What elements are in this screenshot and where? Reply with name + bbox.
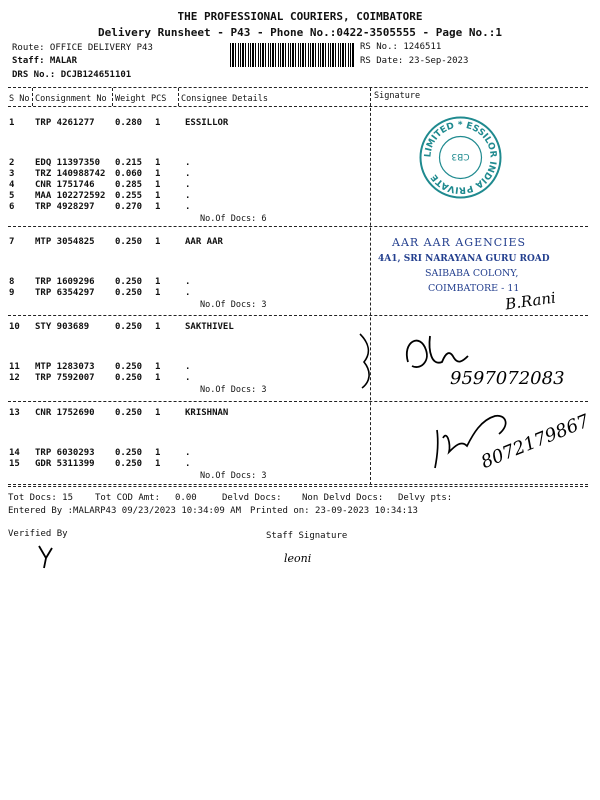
row-consignment: STY 903689 [35, 322, 90, 332]
row-consignee: ESSILLOR [185, 118, 229, 128]
row-sno: 2 [9, 158, 15, 168]
aar-stamp-line1: AAR AAR AGENCIES [392, 236, 527, 249]
row-consignment: TRP 1609296 [35, 277, 95, 287]
total-cod-value: 0.00 [175, 493, 197, 503]
row-weight: 0.250 [115, 373, 143, 383]
row-consignment: TRP 7592007 [35, 373, 95, 383]
company-name: THE PROFESSIONAL COURIERS, COIMBATORE [177, 10, 423, 23]
footer-rule [8, 486, 588, 487]
row-weight: 0.250 [115, 288, 143, 298]
row-consignment: CNR 1752690 [35, 408, 95, 418]
row-consignee: . [185, 459, 191, 469]
essilor-seal-icon [418, 115, 503, 200]
row-sno: 9 [9, 288, 15, 298]
row-consignment: TRP 6354297 [35, 288, 95, 298]
row-consignment: EDQ 11397350 [35, 158, 101, 168]
row-consignment: TRP 4261277 [35, 118, 95, 128]
row-consignee: AAR AAR [185, 237, 223, 247]
delivered-docs: Delvd Docs: [222, 493, 282, 503]
row-consignee: . [185, 169, 191, 179]
group-doc-count: No.Of Docs: 3 [200, 471, 267, 481]
phone-number-1: 9597072083 [450, 368, 565, 389]
row-consignee: SAKTHIVEL [185, 322, 234, 332]
row-consignee: . [185, 448, 191, 458]
verified-by: Verified By [8, 529, 68, 539]
row-weight: 0.250 [115, 277, 143, 287]
row-weight: 0.250 [115, 448, 143, 458]
row-pcs: 1 [155, 277, 161, 287]
svg-text:LIMITED * ESSILOR INDIA PRIVAT: LIMITED * ESSILOR INDIA PRIVATE [423, 120, 498, 195]
total-docs: Tot Docs: 15 [8, 493, 74, 503]
row-pcs: 1 [155, 373, 161, 383]
group-separator [8, 226, 588, 227]
staff-signature: leoni [284, 552, 312, 565]
col-divider [32, 88, 33, 106]
row-weight: 0.060 [115, 169, 143, 179]
col-divider [112, 88, 113, 106]
row-pcs: 1 [155, 180, 161, 190]
row-weight: 0.285 [115, 180, 143, 190]
row-consignment: MAA 102272592 [35, 191, 106, 201]
entered-by: Entered By :MALARP43 09/23/2023 10:34:09 AM [8, 506, 241, 516]
group-separator [8, 484, 588, 485]
row-weight: 0.250 [115, 459, 143, 469]
row-pcs: 1 [155, 169, 161, 179]
staff-label: Staff: MALAR [12, 56, 78, 66]
row-pcs: 1 [155, 322, 161, 332]
row-consignment: MTP 3054825 [35, 237, 95, 247]
col-consignment: Consignment No [35, 94, 107, 104]
row-consignee: . [185, 373, 191, 383]
route-label: Route: OFFICE DELIVERY P43 [12, 43, 153, 53]
row-consignment: CNR 1751746 [35, 180, 95, 190]
row-weight: 0.250 [115, 322, 143, 332]
row-consignee: . [185, 288, 191, 298]
row-pcs: 1 [155, 362, 161, 372]
row-sno: 4 [9, 180, 15, 190]
row-weight: 0.270 [115, 202, 143, 212]
group-doc-count: No.Of Docs: 3 [200, 385, 267, 395]
row-sno: 5 [9, 191, 15, 201]
drs-number: DRS No.: DCJB124651101 [12, 70, 132, 80]
row-pcs: 1 [155, 237, 161, 247]
row-pcs: 1 [155, 408, 161, 418]
row-sno: 14 [9, 448, 20, 458]
row-pcs: 1 [155, 288, 161, 298]
row-sno: 7 [9, 237, 15, 247]
row-sno: 15 [9, 459, 20, 469]
row-consignment: TRP 6030293 [35, 448, 95, 458]
row-sno: 6 [9, 202, 15, 212]
signature-divider [370, 88, 371, 485]
row-pcs: 1 [155, 202, 161, 212]
rs-date: RS Date: 23-Sep-2023 [360, 56, 469, 66]
row-consignee: . [185, 180, 191, 190]
row-consignee: . [185, 362, 191, 372]
row-sno: 8 [9, 277, 15, 287]
row-consignee: . [185, 191, 191, 201]
total-cod-label: Tot COD Amt: [95, 493, 161, 503]
header-rule [8, 106, 588, 107]
group-separator [8, 401, 588, 402]
row-sno: 12 [9, 373, 20, 383]
group-separator [8, 315, 588, 316]
row-sno: 1 [9, 118, 15, 128]
row-consignment: TRZ 140988742 [35, 169, 106, 179]
col-sno: S No [9, 94, 30, 104]
non-delivered-docs: Non Delvd Docs: [302, 493, 384, 503]
row-weight: 0.255 [115, 191, 143, 201]
table-top-rule [8, 87, 588, 88]
aar-stamp-line4: COIMBATORE - 11 [428, 283, 520, 294]
barcode-icon [230, 43, 355, 67]
group-doc-count: No.Of Docs: 6 [200, 214, 267, 224]
row-weight: 0.215 [115, 158, 143, 168]
row-weight: 0.250 [115, 362, 143, 372]
row-consignee: . [185, 158, 191, 168]
verified-tick-icon [36, 540, 56, 570]
runsheet-title: Delivery Runsheet - P43 - Phone No.:0422-3505555 - Page No.:1 [98, 26, 502, 39]
row-pcs: 1 [155, 118, 161, 128]
col-pcs: PCS [151, 94, 167, 104]
row-consignment: GDR 5311399 [35, 459, 95, 469]
row-sno: 11 [9, 362, 20, 372]
row-weight: 0.280 [115, 118, 143, 128]
aar-signature: B.Rani [503, 288, 557, 314]
row-sno: 3 [9, 169, 15, 179]
col-signature: Signature [374, 91, 421, 101]
printed-on: Printed on: 23-09-2023 10:34:13 [250, 506, 418, 516]
col-consignee: Consignee Details [181, 94, 268, 104]
aar-stamp-line3: SAIBABA COLONY, [425, 268, 519, 279]
row-pcs: 1 [155, 459, 161, 469]
row-weight: 0.250 [115, 237, 143, 247]
group-doc-count: No.Of Docs: 3 [200, 300, 267, 310]
svg-text:CB3: CB3 [451, 151, 470, 161]
row-consignee: KRISHNAN [185, 408, 229, 418]
row-sno: 13 [9, 408, 20, 418]
row-consignment: TRP 4928297 [35, 202, 95, 212]
staff-signature-label: Staff Signature [266, 531, 348, 541]
rs-number: RS No.: 1246511 [360, 42, 442, 52]
delivery-points: Delvy pts: [398, 493, 453, 503]
row-pcs: 1 [155, 191, 161, 201]
row-pcs: 1 [155, 158, 161, 168]
row-pcs: 1 [155, 448, 161, 458]
aar-stamp-line2: 4A1, SRI NARAYANA GURU ROAD [378, 254, 550, 264]
row-consignee: . [185, 277, 191, 287]
row-consignment: MTP 1283073 [35, 362, 95, 372]
row-sno: 10 [9, 322, 20, 332]
row-weight: 0.250 [115, 408, 143, 418]
col-weight: Weight [115, 94, 146, 104]
col-divider [178, 88, 179, 106]
phone-number-2: 8072179867 [478, 410, 593, 473]
row-consignee: . [185, 202, 191, 212]
